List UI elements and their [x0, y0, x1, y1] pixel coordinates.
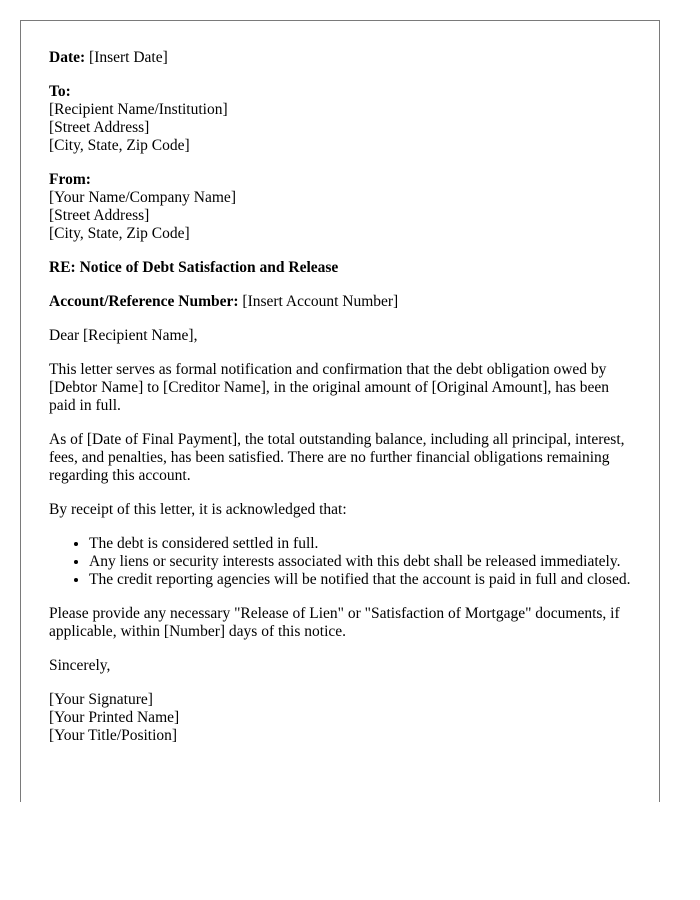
- from-street-address: [Street Address]: [49, 207, 150, 224]
- account-reference-line: [49, 293, 631, 311]
- from-address-block: [49, 171, 631, 243]
- date-label: Date:: [49, 49, 86, 66]
- to-address-block: [49, 83, 631, 155]
- acknowledgement-list: [49, 535, 631, 589]
- signature-block: [49, 691, 631, 745]
- list-item: • The credit reporting agencies will be notified that the account is paid in full and closed.: [89, 571, 631, 589]
- title-position-line: [Your Title/Position]: [49, 727, 178, 744]
- salutation: Dear [Recipient Name],: [49, 327, 198, 344]
- list-item: • Any liens or security interests associated with this debt shall be released immediately.: [89, 553, 631, 571]
- account-label: Account/Reference Number:: [49, 293, 239, 310]
- signature-line: [Your Signature]: [49, 691, 153, 708]
- to-label: To:: [49, 83, 71, 100]
- printed-name-line: [Your Printed Name]: [49, 709, 180, 726]
- signoff: Sincerely,: [49, 657, 111, 674]
- body-paragraph-1: This letter serves as formal notification and confirmation that the debt obligation owed by [Debtor Name] to [Creditor Name], in the original amount of [Original Amount], has been paid in full.: [49, 361, 609, 414]
- body-paragraph-2: As of [Date of Final Payment], the total outstanding balance, including all principal, interest, fees, and penalties, has been satisfied. There are no further financial obligations remaining regarding this account.: [49, 431, 625, 484]
- to-recipient-name: [Recipient Name/Institution]: [49, 101, 228, 118]
- body-paragraph-3: By receipt of this letter, it is acknowledged that:: [49, 501, 347, 518]
- closing-paragraph: Please provide any necessary "Release of Lien" or "Satisfaction of Mortgage" documents, if applicable, within [Number] days of this notice.: [49, 605, 620, 640]
- date-line: [49, 49, 631, 67]
- letter-document: [20, 20, 660, 802]
- from-sender-name: [Your Name/Company Name]: [49, 189, 236, 206]
- subject-line: [49, 259, 631, 277]
- from-city-state-zip: [City, State, Zip Code]: [49, 225, 190, 242]
- to-street-address: [Street Address]: [49, 119, 150, 136]
- from-label: From:: [49, 171, 91, 188]
- date-value: [Insert Date]: [89, 49, 168, 66]
- account-value: [Insert Account Number]: [242, 293, 399, 310]
- subject-text: RE: Notice of Debt Satisfaction and Release: [49, 259, 339, 276]
- list-item: • The debt is considered settled in full.: [89, 535, 631, 553]
- to-city-state-zip: [City, State, Zip Code]: [49, 137, 190, 154]
